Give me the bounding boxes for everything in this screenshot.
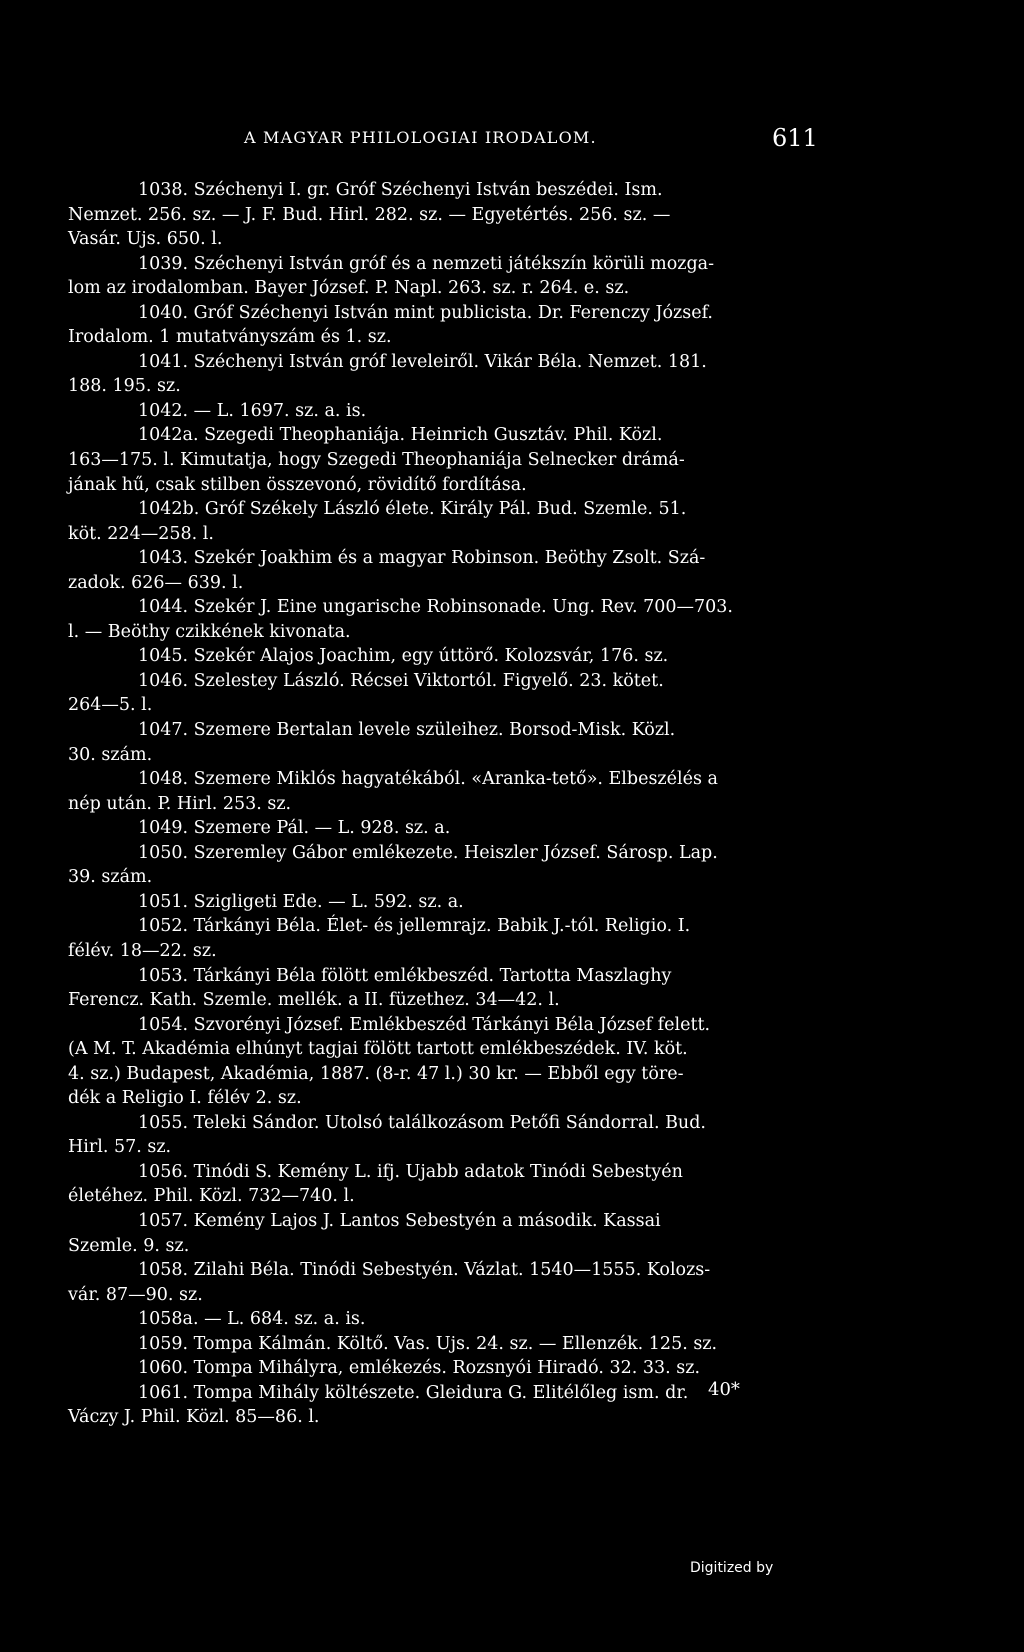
text-line: 1054. Szvorényi József. Emlékbeszéd Tárkányi Béla József felett. xyxy=(138,1014,711,1035)
text-line: dék a Religio I. félév 2. sz. xyxy=(68,1088,302,1109)
text-line: 39. szám. xyxy=(68,867,153,888)
text-line: Váczy J. Phil. Közl. 85—86. l. xyxy=(68,1407,320,1428)
text-line: 1049. Szemere Pál. — L. 928. sz. a. xyxy=(138,818,451,839)
text-line: 188. 195. sz. xyxy=(68,376,181,397)
text-line: életéhez. Phil. Közl. 732—740. l. xyxy=(68,1186,355,1207)
text-line: 1058a. — L. 684. sz. a. is. xyxy=(138,1309,366,1330)
text-line: (A M. T. Akadémia elhúnyt tagjai fölött tartott emlékbeszédek. IV. köt. xyxy=(68,1039,688,1060)
text-line: 1039. Széchenyi István gróf és a nemzeti játékszín körüli mozga- xyxy=(138,253,714,274)
text-line: 1059. Tompa Kálmán. Költő. Vas. Ujs. 24. sz. — Ellenzék. 125. sz. xyxy=(138,1333,718,1354)
text-line: 1042a. Szegedi Theophaniája. Heinrich Gusztáv. Phil. Közl. xyxy=(138,425,663,446)
text-line: 1055. Teleki Sándor. Utolsó találkozásom Petőfi Sándorral. Bud. xyxy=(138,1112,706,1133)
text-line: 1058. Zilahi Béla. Tinódi Sebestyén. Vázlat. 1540—1555. Kolozs- xyxy=(138,1260,711,1281)
bibliography-entries xyxy=(68,178,814,1430)
text-line: 1045. Szekér Alajos Joachim, egy úttörő. Kolozsvár, 176. sz. xyxy=(138,646,669,667)
text-line: 1061. Tompa Mihály költészete. Gleidura G. Elitélőleg ism. dr. xyxy=(138,1382,689,1403)
text-line: 1053. Tárkányi Béla fölött emlékbeszéd. Tartotta Maszlaghy xyxy=(138,965,672,986)
text-line: 1047. Szemere Bertalan levele szüleihez. Borsod-Misk. Közl. xyxy=(138,720,676,741)
text-line: 1038. Széchenyi I. gr. Gróf Széchenyi István beszédei. Ism. xyxy=(138,180,663,200)
page-number: 611 xyxy=(772,124,818,152)
running-title: A MAGYAR PHILOLOGIAI IRODALOM. xyxy=(244,128,597,147)
text-line: Vasár. Ujs. 650. l. xyxy=(68,229,223,250)
text-line: 1042. — L. 1697. sz. a. is. xyxy=(138,400,367,421)
text-line: 1048. Szemere Miklós hagyatékából. «Aranka-tető». Elbeszélés a xyxy=(138,769,718,790)
text-line: 1044. Szekér J. Eine ungarische Robinsonade. Ung. Rev. 700—703. xyxy=(138,597,733,618)
text-line: 30. szám. xyxy=(68,744,153,765)
text-line: lom az irodalomban. Bayer József. P. Napl. 263. sz. r. 264. e. sz. xyxy=(68,278,630,299)
text-line: 1051. Szigligeti Ede. — L. 592. sz. a. xyxy=(138,891,464,912)
text-line: 4. sz.) Budapest, Akadémia, 1887. (8-r. 47 l.) 30 kr. — Ebből egy töre- xyxy=(68,1063,684,1084)
text-line: 163—175. l. Kimutatja, hogy Szegedi Theophaniája Selnecker drámá- xyxy=(68,450,685,471)
text-line: 1060. Tompa Mihályra, emlékezés. Rozsnyói Hiradó. 32. 33. sz. xyxy=(138,1358,701,1379)
text-line: 1050. Szeremley Gábor emlékezete. Heiszler József. Sárosp. Lap. xyxy=(138,842,718,863)
text-line: 1057. Kemény Lajos J. Lantos Sebestyén a második. Kassai xyxy=(138,1210,661,1231)
text-line: vár. 87—90. sz. xyxy=(68,1284,203,1305)
text-line: 1046. Szelestey László. Récsei Viktortól. Figyelő. 23. kötet. xyxy=(138,670,664,691)
page-header xyxy=(0,124,1024,156)
text-line: zadok. 626— 639. l. xyxy=(68,572,244,593)
text-line: 1043. Szekér Joakhim és a magyar Robinson. Beöthy Zsolt. Szá- xyxy=(138,548,706,569)
text-line: 1052. Tárkányi Béla. Élet- és jellemrajz. Babik J.-tól. Religio. I. xyxy=(138,916,691,937)
text-line: Nemzet. 256. sz. — J. F. Bud. Hirl. 282. sz. — Egyetértés. 256. sz. — xyxy=(68,204,671,225)
text-line: köt. 224—258. l. xyxy=(68,523,214,544)
text-line: félév. 18—22. sz. xyxy=(68,940,217,961)
text-line: 1056. Tinódi S. Kemény L. ifj. Ujabb adatok Tinódi Sebestyén xyxy=(138,1161,683,1182)
text-line: Irodalom. 1 mutatványszám és 1. sz. xyxy=(68,327,392,348)
text-line: Szemle. 9. sz. xyxy=(68,1235,190,1256)
text-line: jának hű, csak stilben összevonó, rövidítő fordítása. xyxy=(68,474,527,495)
text-line: Hirl. 57. sz. xyxy=(68,1137,172,1158)
text-line: 1041. Széchenyi István gróf leveleiről. Vikár Béla. Nemzet. 181. xyxy=(138,351,707,372)
text-line: 1040. Gróf Széchenyi István mint publicista. Dr. Ferenczy József. xyxy=(138,302,713,323)
text-line: l. — Beöthy czikkének kivonata. xyxy=(68,621,351,642)
text-line: nép után. P. Hirl. 253. sz. xyxy=(68,793,292,814)
text-line: 1042b. Gróf Székely László élete. Király Pál. Bud. Szemle. 51. xyxy=(138,499,687,520)
text-line: 264—5. l. xyxy=(68,695,153,716)
text-line: Ferencz. Kath. Szemle. mellék. a II. füzethez. 34—42. l. xyxy=(68,990,560,1011)
signature-mark: 40* xyxy=(708,1379,740,1400)
digitized-by-text: Digitized by xyxy=(690,1560,774,1576)
